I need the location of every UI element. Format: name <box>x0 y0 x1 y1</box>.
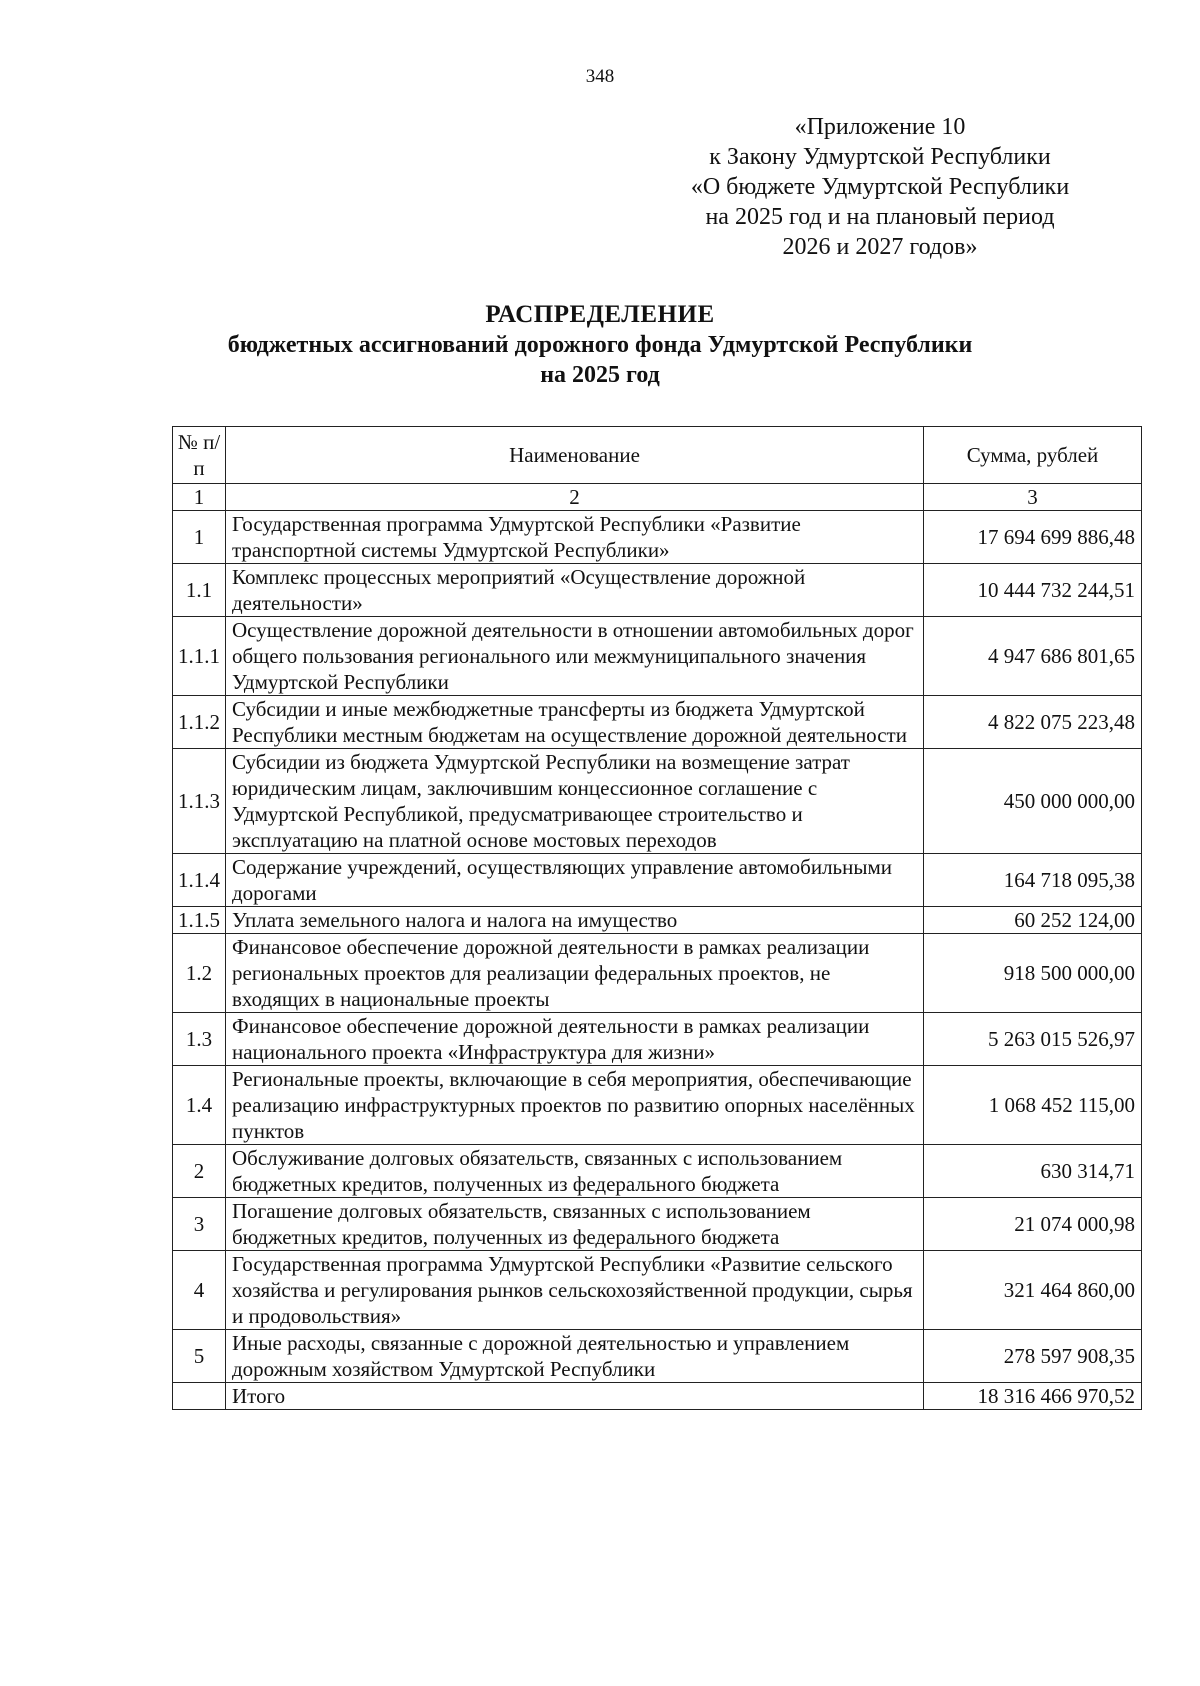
index-cell: 3 <box>924 484 1142 511</box>
index-cell: 1 <box>173 484 226 511</box>
title-subtitle: бюджетных ассигнований дорожного фонда Удмуртской Республики <box>227 332 973 358</box>
row-num: 1.1.1 <box>173 617 226 696</box>
row-name: Осуществление дорожной деятельности в отношении автомобильных дорог общего пользования регионального или межмуниципального значения Удмуртской Республики <box>226 617 924 696</box>
table-row <box>173 907 1142 934</box>
row-name: Государственная программа Удмуртской Республики «Развитие транспортной системы Удмуртской Республики» <box>226 511 924 564</box>
document-title <box>0 300 1200 390</box>
title-year: на 2025 год <box>540 362 660 388</box>
header-name: Наименование <box>226 427 924 484</box>
table-body <box>173 511 1142 1383</box>
row-num: 1.1.4 <box>173 854 226 907</box>
index-cell: 2 <box>226 484 924 511</box>
row-name: Субсидии и иные межбюджетные трансферты из бюджета Удмуртской Республики местным бюджетам на осуществление дорожной деятельности <box>226 696 924 749</box>
row-num: 1.1.5 <box>173 907 226 934</box>
header-sum: Сумма, рублей <box>924 427 1142 484</box>
row-sum: 450 000 000,00 <box>924 749 1142 854</box>
row-name: Государственная программа Удмуртской Республики «Развитие сельского хозяйства и регулирования рынков сельскохозяйственной продукции, сырья и продовольствия» <box>226 1251 924 1330</box>
appendix-line: на 2025 год и на плановый период <box>705 204 1055 230</box>
row-num: 1.2 <box>173 934 226 1013</box>
table-row <box>173 1198 1142 1251</box>
row-num: 5 <box>173 1330 226 1383</box>
row-sum: 630 314,71 <box>924 1145 1142 1198</box>
row-sum: 4 822 075 223,48 <box>924 696 1142 749</box>
row-sum: 10 444 732 244,51 <box>924 564 1142 617</box>
total-num <box>173 1383 226 1410</box>
row-name: Финансовое обеспечение дорожной деятельности в рамках реализации национального проекта «Инфраструктура для жизни» <box>226 1013 924 1066</box>
row-num: 3 <box>173 1198 226 1251</box>
row-num: 1 <box>173 511 226 564</box>
row-num: 2 <box>173 1145 226 1198</box>
row-sum: 918 500 000,00 <box>924 934 1142 1013</box>
table-row <box>173 617 1142 696</box>
row-sum: 60 252 124,00 <box>924 907 1142 934</box>
row-num: 1.3 <box>173 1013 226 1066</box>
row-sum: 321 464 860,00 <box>924 1251 1142 1330</box>
row-num: 1.1.3 <box>173 749 226 854</box>
table-header-row <box>173 427 1142 484</box>
row-name: Содержание учреждений, осуществляющих управление автомобильными дорогами <box>226 854 924 907</box>
row-num: 1.1.2 <box>173 696 226 749</box>
row-name: Обслуживание долговых обязательств, связанных с использованием бюджетных кредитов, полученных из федерального бюджета <box>226 1145 924 1198</box>
row-sum: 5 263 015 526,97 <box>924 1013 1142 1066</box>
row-name: Финансовое обеспечение дорожной деятельности в рамках реализации региональных проектов для реализации федеральных проектов, не входящих в национальные проекты <box>226 934 924 1013</box>
appendix-header <box>640 112 1120 262</box>
table-row <box>173 854 1142 907</box>
row-sum: 4 947 686 801,65 <box>924 617 1142 696</box>
page-number: 348 <box>585 66 615 87</box>
row-sum: 164 718 095,38 <box>924 854 1142 907</box>
total-label: Итого <box>226 1383 924 1410</box>
title-main: РАСПРЕДЕЛЕНИЕ <box>485 301 715 328</box>
row-num: 4 <box>173 1251 226 1330</box>
row-sum: 278 597 908,35 <box>924 1330 1142 1383</box>
appendix-line: 2026 и 2027 годов» <box>782 234 978 260</box>
table-row <box>173 934 1142 1013</box>
row-name: Субсидии из бюджета Удмуртской Республики на возмещение затрат юридическим лицам, заключившим концессионное соглашение с Удмуртской Республикой, предусматривающее строительство и эксплуатацию на платной основе мостовых переходов <box>226 749 924 854</box>
row-name: Уплата земельного налога и налога на имущество <box>226 907 924 934</box>
fund-allocation-table <box>172 426 1142 1410</box>
table-row <box>173 1145 1142 1198</box>
row-num: 1.4 <box>173 1066 226 1145</box>
row-sum: 21 074 000,98 <box>924 1198 1142 1251</box>
total-sum: 18 316 466 970,52 <box>924 1383 1142 1410</box>
row-sum: 1 068 452 115,00 <box>924 1066 1142 1145</box>
total-row <box>173 1383 1142 1410</box>
table-row <box>173 749 1142 854</box>
table-row <box>173 1013 1142 1066</box>
row-name: Комплекс процессных мероприятий «Осуществление дорожной деятельности» <box>226 564 924 617</box>
row-name: Погашение долговых обязательств, связанных с использованием бюджетных кредитов, полученных из федерального бюджета <box>226 1198 924 1251</box>
column-index-row <box>173 484 1142 511</box>
appendix-line: к Закону Удмуртской Республики <box>709 144 1051 170</box>
appendix-line: «О бюджете Удмуртской Республики <box>690 174 1070 200</box>
row-sum: 17 694 699 886,48 <box>924 511 1142 564</box>
appendix-line: «Приложение 10 <box>794 114 966 140</box>
row-name: Иные расходы, связанные с дорожной деятельностью и управлением дорожным хозяйством Удмуртской Республики <box>226 1330 924 1383</box>
table-row <box>173 696 1142 749</box>
table-row <box>173 1066 1142 1145</box>
table-row <box>173 511 1142 564</box>
table-row <box>173 564 1142 617</box>
table-row <box>173 1330 1142 1383</box>
table-row <box>173 1251 1142 1330</box>
row-name: Региональные проекты, включающие в себя мероприятия, обеспечивающие реализацию инфраструктурных проектов по развитию опорных населённых пунктов <box>226 1066 924 1145</box>
row-num: 1.1 <box>173 564 226 617</box>
header-num: № п/п <box>173 427 226 484</box>
